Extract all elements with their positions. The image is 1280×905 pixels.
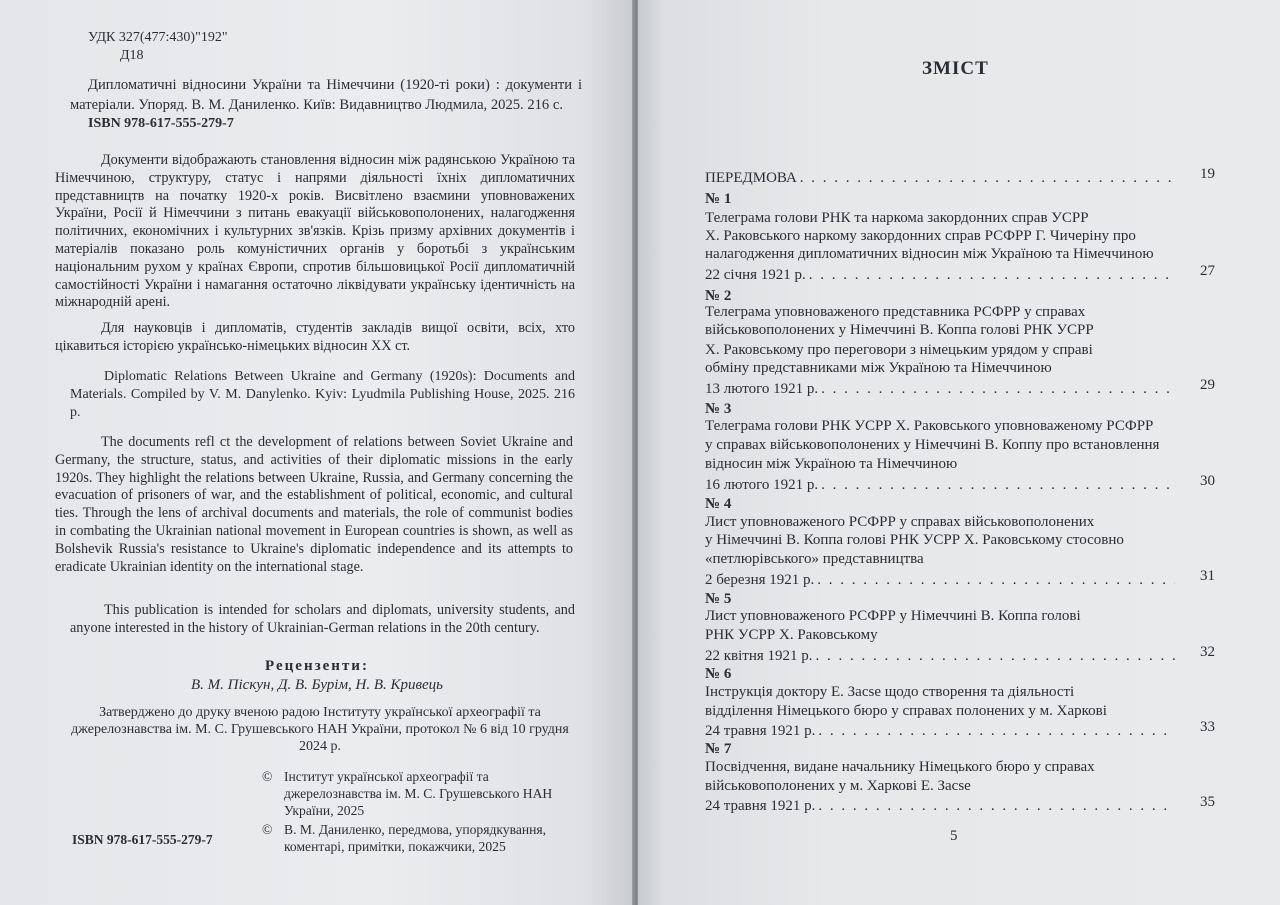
toc-entry-number: № 1 [705,191,732,207]
toc-entry-page: 35 [1200,794,1215,810]
toc-preface-page: 19 [1200,166,1215,182]
toc-entry-line: Х. Раковського наркому закордонних справ РСФРР Г. Чичеріну про [705,228,1136,244]
toc-entry-number: № 3 [705,401,732,417]
toc-entry-line: Інструкція доктору Е. Засse щодо створення та діяльності [705,684,1075,700]
toc-entry-date [705,648,1175,665]
toc-entry-date [705,381,1175,398]
toc-entry-line: Телеграма уповноваженого представника РСФРР у справах [705,304,1086,320]
toc-entry-line: налагодження дипломатичних відносин між Україною та Німеччиною [705,246,1154,262]
catalog-entry-ua: Дипломатичні відносини України та Німеччини (1920-ті роки) : документи і матеріали. Упоряд. В. М. Даниленко. Київ: Видавництво Людмила, 2025. 216 с. [70,77,582,113]
toc-entry-number: № 5 [705,591,732,607]
abstract-en: The documents refl ct the development of relations between Soviet Ukraine and Germany, the structure, status, and activities of their diplomatic missions in the early 1920s. They highlight the relations between Ukraine, Russia, and Germany concerning the evacuation of prisoners of war, and the establishment of political, economic, and cultural ties. Through the lens of archival documents and materials, the role of communist bodies in combating the Ukrainian national movement in European countries is shown, as well as Bolshevik Russia's resistance to Ukraine's diplomatic independence and its attempts to eradicate Ukrainian identity on the international stage. [55,434,573,575]
toc-entry-page: 31 [1200,568,1215,584]
reviewers-names: В. М. Піскун, Д. В. Бурім, Н. В. Кривець [191,677,443,693]
toc-preface [705,170,1175,187]
copyright-compiler [262,821,582,855]
toc-entry-line: Телеграма голови РНК УСРР Х. Раковського уповноваженому РСФРР [705,418,1154,434]
toc-entry-page: 32 [1200,644,1215,660]
toc-entry-date [705,477,1175,494]
left-page [0,0,634,905]
toc-entry-page: 29 [1200,377,1215,393]
toc-entry-number: № 4 [705,496,732,512]
toc-entry-page: 30 [1200,473,1215,489]
toc-entry-line: у справах військовополонених у Німеччині В. Коппу про встановлення [705,437,1160,453]
toc-entry-line: Телеграма голови РНК та наркома закордонних справ УСРР [705,210,1089,226]
leader-dots [821,477,1175,494]
isbn-top: ISBN 978-617-555-279-7 [88,116,234,131]
leader-dots [818,798,1175,815]
approval-note: Затверджено до друку вченою радою Інституту української археографії та джерелознавства ім. М. С. Грушевського НАН України, протокол № 6 від 10 грудня 2024 р. [71,705,569,754]
toc-entry-date-text: 22 січня 1921 р. [705,267,806,283]
toc-entry-line: у Німеччині В. Коппа голові РНК УСРР Х. Раковському стосовно [705,532,1124,548]
toc-entry-line: відділення Німецького бюро у справах полонених у м. Харкові [705,703,1107,719]
copyright-compiler-text: В. М. Даниленко, передмова, упорядкування, коментарі, примітки, покажчики, 2025 [284,822,547,854]
audience-en: This publication is intended for scholars and diplomats, university students, and anyone interested in the history of Ukrainian-German relations in the 20th century. [70,602,575,636]
toc-entry-date-text: 24 травня 1921 р. [705,723,816,739]
toc-entry-number: № 2 [705,288,732,304]
copyright-symbol: © [262,769,273,784]
toc-entry-date [705,572,1175,589]
toc-entry-number: № 7 [705,741,732,757]
toc-entry-line: «петлюрівського» представництва [705,551,924,567]
toc-entry-date [705,798,1175,815]
leader-dots [821,381,1175,398]
copyright-institute-text: Інститут української археографії та джерелознавства ім. М. С. Грушевського НАН України, 2025 [284,769,553,818]
toc-entry-line: військовополонених у м. Харкові Е. Засse [705,778,971,794]
toc-entry-date [705,723,1175,740]
toc-entry-date-text: 16 лютого 1921 р. [705,477,819,493]
leader-dots [816,648,1175,665]
toc-title: ЗМІСТ [922,58,989,79]
toc-entry-page: 27 [1200,263,1215,279]
toc-preface-label: ПЕРЕДМОВА [705,170,797,186]
toc-entry-date-text: 24 травня 1921 р. [705,798,816,814]
audience-ua: Для науковців і дипломатів, студентів закладів вищої освіти, всіх, хто цікавиться історією українсько-німецьких відносин ХХ ст. [55,320,575,354]
toc-entry-line: Лист уповноваженого РСФРР у Німеччині В. Коппа голові [705,608,1081,624]
toc-entry-page: 33 [1200,719,1215,735]
abstract-ua: Документи відображають становлення відносин між радянською Україною та Німеччиною, структуру, статус і напрями діяльності їхніх дипломатичних представництв на початку 1920-х років. Висвітлено взаємини уповноважених України, Росії й Німеччини з питань евакуації військовополонених, налагодження політичних, економічних і культурних зв'язків. Крізь призму архівних документів і матеріалів показано роль комуністичних органів у боротьбі з українським національним рухом у країнах Європи, спротив більшовицької Росії дипломатичній самостійності України і намагання остаточно ліквідувати українську ідентичність на міжнародній арені. [55,152,575,311]
toc-entry-line: Лист уповноваженого РСФРР у справах військовополонених [705,514,1095,530]
leader-dots [817,572,1175,589]
toc-entry-date-text: 22 квітня 1921 р. [705,648,813,664]
toc-entry-line: Х. Раковському про переговори з німецьким урядом у справі [705,342,1093,358]
copyright-symbol: © [262,822,273,837]
toc-entry-date-text: 13 лютого 1921 р. [705,381,819,397]
toc-entry-line: РНК УСРР Х. Раковському [705,627,878,643]
reviewers-heading: Рецензенти: [265,658,369,674]
isbn-bottom: ISBN 978-617-555-279-7 [72,832,213,847]
call-mark: Д18 [120,48,144,63]
toc-entry-line: військовополонених у Німеччині В. Коппа голові РНК УСРР [705,322,1094,338]
catalog-entry-en: Diplomatic Relations Between Ukraine and Germany (1920s): Documents and Materials. Compiled by V. M. Danylenko. Kyiv: Lyudmila Publishing House, 2025. 216 p. [70,369,575,420]
leader-dots [818,723,1175,740]
toc-entry-date-text: 2 березня 1921 р. [705,572,815,588]
copyright-institute [262,768,582,819]
toc-entry-line: відносин між Україною та Німеччиною [705,456,958,472]
page-number: 5 [950,828,958,844]
toc-entry-line: обміну представниками між Україною та Німеччиною [705,360,1052,376]
leader-dots [800,170,1175,187]
toc-entry-line: Посвідчення, видане начальнику Німецького бюро у справах [705,759,1095,775]
toc-entry-date [705,267,1175,284]
leader-dots [809,267,1175,284]
toc-entry-number: № 6 [705,666,732,682]
udk-code: УДК 327(477:430)"192" [88,30,228,45]
